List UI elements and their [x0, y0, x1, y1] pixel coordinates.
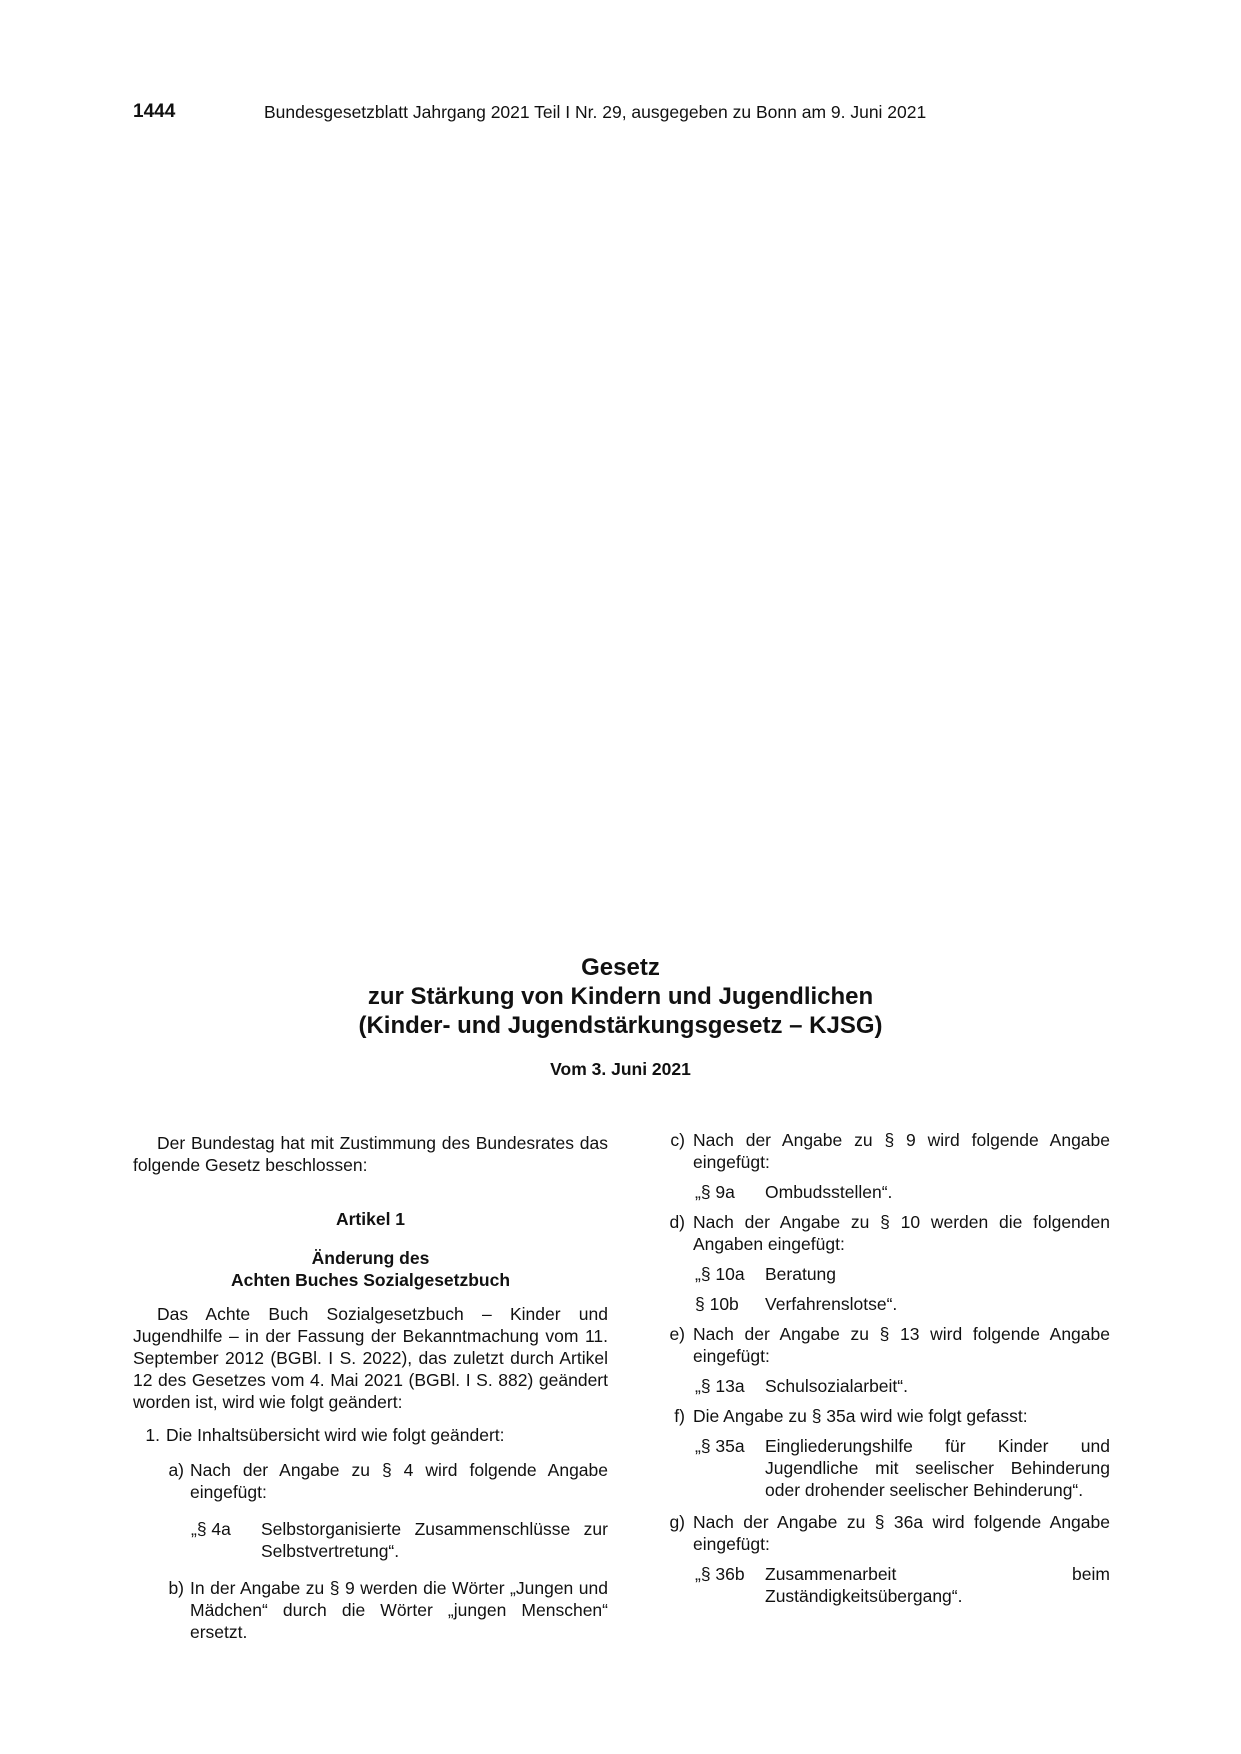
left-column — [133, 1132, 608, 1643]
list-item-1 — [141, 1424, 608, 1446]
section-number: „§ 36b — [695, 1564, 745, 1584]
list-item-label: d) — [669, 1212, 685, 1232]
list-item-label: g) — [669, 1512, 685, 1532]
section-number: „§ 13a — [695, 1376, 745, 1396]
list-item-label: b) — [168, 1578, 184, 1598]
section-title: Schulsozialarbeit“. — [765, 1376, 908, 1396]
article-text: Das Achte Buch Sozialgesetzbuch – Kinder und Jugendhilfe – in der Fassung der Bekanntmachung vom 11. September 2012 (BGBl. I S. 2022), das zuletzt durch Artikel 12 des Gesetzes vom 4. Mai 2021 (BGBl. I S. 882) geändert worden ist, wird wie folgt geändert: — [133, 1304, 608, 1412]
list-item-label: f) — [674, 1406, 685, 1426]
inserted-entry-10a — [695, 1263, 1110, 1285]
preamble: Der Bundestag hat mit Zustimmung des Bundesrates das folgende Gesetz beschlossen: — [133, 1133, 608, 1175]
list-item-f — [670, 1405, 1110, 1427]
journal-header: Bundesgesetzblatt Jahrgang 2021 Teil I Nr. 29, ausgegeben zu Bonn am 9. Juni 2021 — [264, 102, 927, 122]
section-title: Zusammenarbeit beim Zuständigkeitsübergang“. — [765, 1564, 1110, 1606]
law-title-line-3: (Kinder- und Jugendstärkungsgesetz – KJSG) — [358, 1012, 883, 1039]
page-number: 1444 — [133, 101, 176, 122]
list-item-text: Die Angabe zu § 35a wird wie folgt gefasst: — [693, 1406, 1028, 1426]
list-item-label: 1. — [145, 1425, 160, 1445]
section-number: „§ 9a — [695, 1182, 735, 1202]
list-item-text: Nach der Angabe zu § 13 wird folgende Angabe eingefügt: — [693, 1324, 1110, 1366]
law-title — [0, 953, 1241, 1040]
right-column — [670, 1129, 1110, 1607]
inserted-entry-4a — [191, 1518, 608, 1562]
section-title: Selbstorganisierte Zusammenschlüsse zur Selbstvertretung“. — [261, 1519, 608, 1561]
list-item-label: c) — [670, 1130, 685, 1150]
article-subtitle — [133, 1247, 608, 1291]
article-subtitle-line-1: Änderung des — [311, 1248, 430, 1268]
list-item-text: In der Angabe zu § 9 werden die Wörter „Jungen und Mädchen“ durch die Wörter „jungen Menschen“ ersetzt. — [190, 1578, 608, 1642]
article-subtitle-line-2: Achten Buches Sozialgesetzbuch — [230, 1270, 511, 1290]
list-item-text: Nach der Angabe zu § 10 werden die folgenden Angaben eingefügt: — [693, 1212, 1110, 1254]
list-item-e — [670, 1323, 1110, 1367]
section-number: „§ 35a — [695, 1436, 745, 1456]
section-title: Beratung — [765, 1264, 837, 1284]
list-item-text: Nach der Angabe zu § 36a wird folgende Angabe eingefügt: — [693, 1512, 1110, 1554]
section-title: Ombudsstellen“. — [765, 1182, 893, 1202]
list-item-c — [670, 1129, 1110, 1173]
law-date: Vom 3. Juni 2021 — [550, 1059, 691, 1079]
section-title: Verfahrenslotse“. — [765, 1294, 898, 1314]
list-item-text: Nach der Angabe zu § 9 wird folgende Angabe eingefügt: — [693, 1130, 1110, 1172]
list-item-b — [165, 1577, 608, 1643]
section-number: „§ 4a — [191, 1519, 231, 1539]
law-title-line-2: zur Stärkung von Kindern und Jugendlichen — [367, 983, 874, 1010]
list-item-label: a) — [168, 1460, 184, 1480]
law-title-line-1: Gesetz — [581, 954, 660, 981]
list-item-g — [670, 1511, 1110, 1555]
section-number: „§ 10a — [695, 1264, 745, 1284]
section-title: Eingliederungshilfe für Kinder und Jugendliche mit seelischer Behinderung oder drohender seelischer Behinderung“. — [765, 1436, 1110, 1500]
list-item-text: Die Inhaltsübersicht wird wie folgt geändert: — [166, 1425, 505, 1445]
inserted-entry-9a — [695, 1181, 1110, 1203]
list-item-text: Nach der Angabe zu § 4 wird folgende Angabe eingefügt: — [190, 1460, 608, 1502]
list-item-d — [670, 1211, 1110, 1255]
article-title: Artikel 1 — [335, 1209, 406, 1229]
section-number: § 10b — [695, 1294, 739, 1314]
inserted-entry-13a — [695, 1375, 1110, 1397]
inserted-entry-10b — [695, 1293, 1110, 1315]
inserted-entry-35a — [695, 1435, 1110, 1501]
list-item-label: e) — [669, 1324, 685, 1344]
list-item-a — [165, 1459, 608, 1503]
inserted-entry-36b — [695, 1563, 1110, 1607]
